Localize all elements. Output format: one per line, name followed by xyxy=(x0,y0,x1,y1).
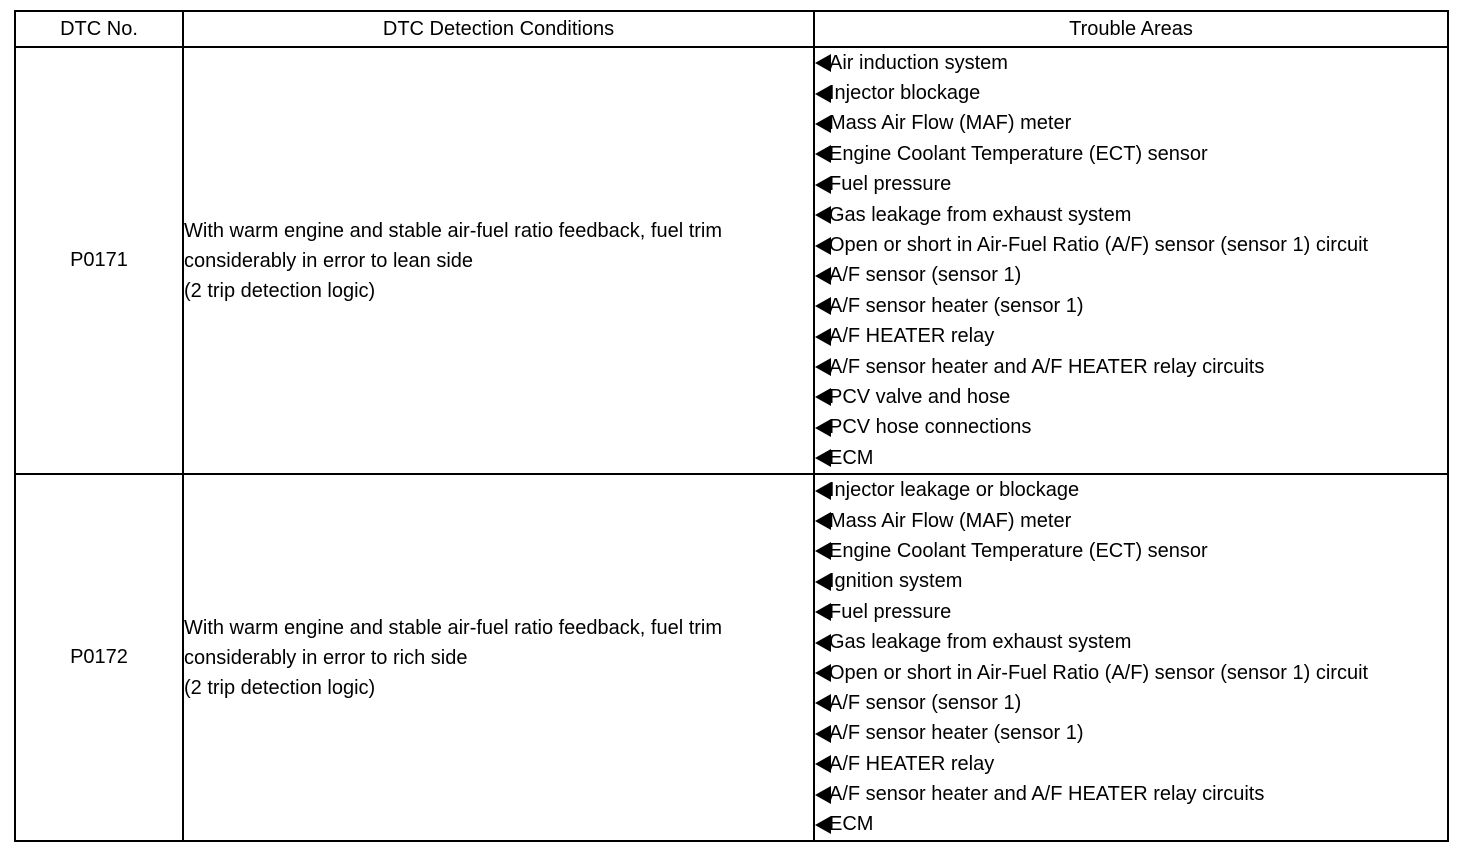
trouble-areas xyxy=(814,47,1448,474)
trouble-area-text: Mass Air Flow (MAF) meter xyxy=(829,112,1072,135)
trouble-area-item xyxy=(815,658,1447,688)
trouble-area-text: Open or short in Air-Fuel Ratio (A/F) sensor (sensor 1) circuit xyxy=(829,661,1369,684)
trouble-area-item xyxy=(815,719,1447,749)
trouble-area-list xyxy=(815,475,1447,840)
trouble-area-item xyxy=(815,139,1447,169)
trouble-area-item xyxy=(815,597,1447,627)
trouble-area-text: A/F sensor heater (sensor 1) xyxy=(829,294,1084,317)
header-trouble-areas: Trouble Areas xyxy=(814,11,1448,47)
trouble-area-text: Fuel pressure xyxy=(829,173,952,196)
condition-line: considerably in error to lean side xyxy=(184,249,474,272)
trouble-area-text: Ignition system xyxy=(829,570,963,593)
trouble-area-text: Air induction system xyxy=(829,51,1008,74)
trouble-area-item xyxy=(815,627,1447,657)
trouble-area-item xyxy=(815,749,1447,779)
trouble-area-text: A/F HEATER relay xyxy=(829,325,995,348)
trouble-area-item xyxy=(815,536,1447,566)
trouble-area-item xyxy=(815,230,1447,260)
trouble-area-item xyxy=(815,78,1447,108)
condition-line: considerably in error to rich side xyxy=(184,646,468,669)
trouble-area-text: Gas leakage from exhaust system xyxy=(829,203,1132,226)
trouble-area-item xyxy=(815,475,1447,505)
trouble-area-text: Injector blockage xyxy=(829,82,981,105)
header-dtc-no: DTC No. xyxy=(15,11,183,47)
header-detection-conditions: DTC Detection Conditions xyxy=(183,11,814,47)
trouble-area-text: Engine Coolant Temperature (ECT) sensor xyxy=(829,539,1208,562)
condition-line: (2 trip detection logic) xyxy=(184,279,376,302)
trouble-area-item xyxy=(815,352,1447,382)
trouble-area-item xyxy=(815,382,1447,412)
trouble-area-list xyxy=(815,48,1447,473)
trouble-area-item xyxy=(815,688,1447,718)
trouble-area-item xyxy=(815,506,1447,536)
trouble-area-text: Injector leakage or blockage xyxy=(829,479,1080,502)
dtc-code: P0172 xyxy=(15,474,183,841)
trouble-area-item xyxy=(815,261,1447,291)
trouble-area-item xyxy=(815,170,1447,200)
trouble-area-item xyxy=(815,413,1447,443)
trouble-area-text: A/F sensor (sensor 1) xyxy=(829,691,1022,714)
trouble-area-text: A/F sensor heater and A/F HEATER relay circuits xyxy=(829,355,1265,378)
header-row xyxy=(15,11,1448,47)
trouble-area-item xyxy=(815,567,1447,597)
table-row xyxy=(15,474,1448,841)
trouble-area-item xyxy=(815,779,1447,809)
detection-conditions xyxy=(183,47,814,474)
trouble-area-text: Gas leakage from exhaust system xyxy=(829,631,1132,654)
trouble-areas xyxy=(814,474,1448,841)
trouble-area-item xyxy=(815,109,1447,139)
trouble-area-text: A/F sensor (sensor 1) xyxy=(829,264,1022,287)
dtc-code: P0171 xyxy=(15,47,183,474)
condition-line: With warm engine and stable air-fuel ratio feedback, fuel trim xyxy=(184,616,723,639)
trouble-area-text: Open or short in Air-Fuel Ratio (A/F) sensor (sensor 1) circuit xyxy=(829,234,1369,257)
trouble-area-text: PCV valve and hose xyxy=(829,385,1011,408)
trouble-area-text: A/F sensor heater and A/F HEATER relay circuits xyxy=(829,783,1265,806)
dtc-table xyxy=(14,10,1449,842)
trouble-area-text: ECM xyxy=(829,813,874,836)
trouble-area-text: A/F sensor heater (sensor 1) xyxy=(829,722,1084,745)
condition-line: With warm engine and stable air-fuel ratio feedback, fuel trim xyxy=(184,219,723,242)
condition-line: (2 trip detection logic) xyxy=(184,676,376,699)
trouble-area-item xyxy=(815,48,1447,78)
trouble-area-text: PCV hose connections xyxy=(829,416,1032,439)
trouble-area-item xyxy=(815,322,1447,352)
trouble-area-text: Fuel pressure xyxy=(829,600,952,623)
trouble-area-item xyxy=(815,291,1447,321)
detection-conditions xyxy=(183,474,814,841)
trouble-area-text: ECM xyxy=(829,446,874,469)
trouble-area-text: Engine Coolant Temperature (ECT) sensor xyxy=(829,142,1208,165)
table-row xyxy=(15,47,1448,474)
trouble-area-text: Mass Air Flow (MAF) meter xyxy=(829,509,1072,532)
trouble-area-item xyxy=(815,810,1447,840)
trouble-area-text: A/F HEATER relay xyxy=(829,752,995,775)
trouble-area-item xyxy=(815,443,1447,473)
trouble-area-item xyxy=(815,200,1447,230)
